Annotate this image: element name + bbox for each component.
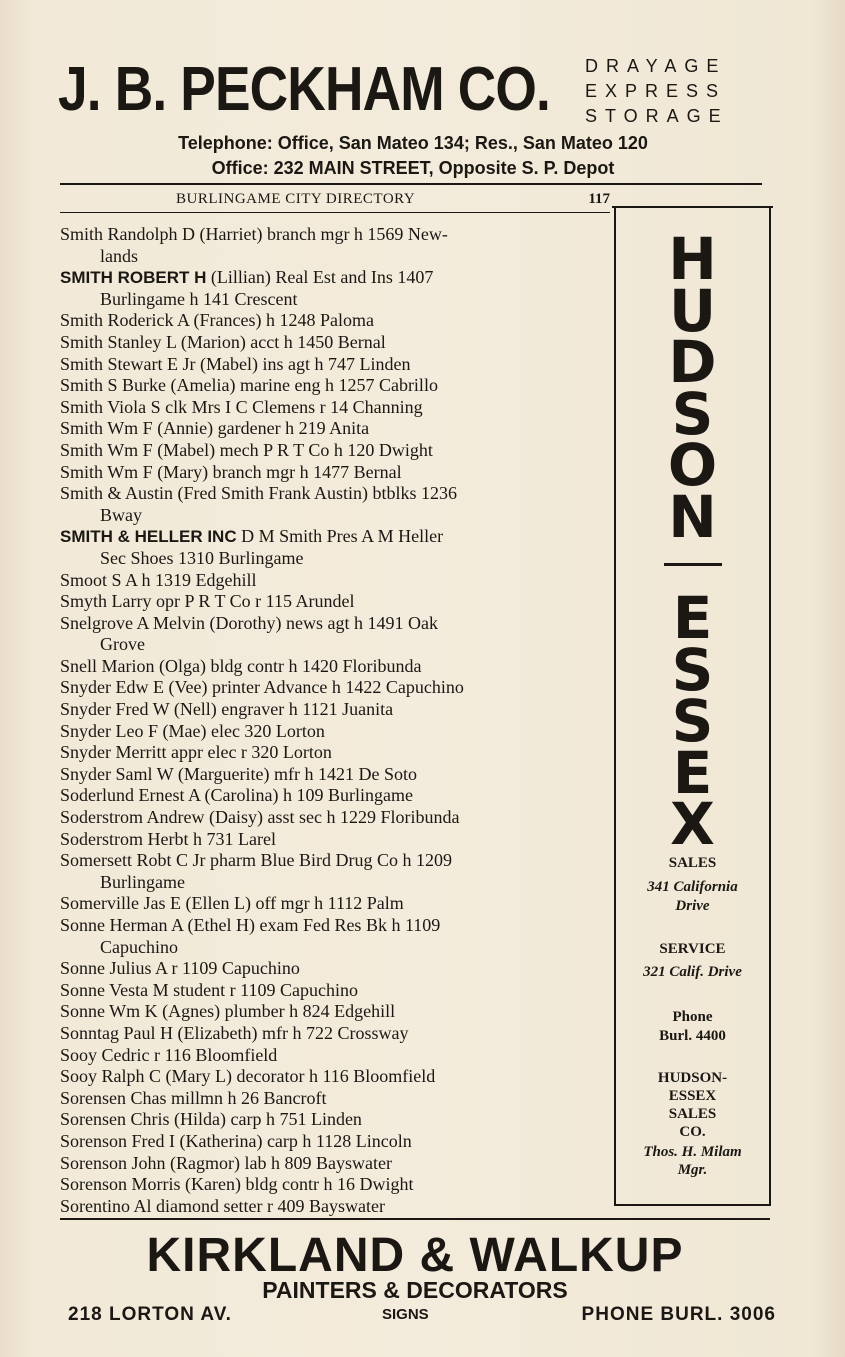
- list-item: [60, 764, 608, 786]
- entry-bold-name: SMITH & HELLER INC: [60, 527, 237, 547]
- list-item: [60, 548, 608, 570]
- entry-text: Sonne Wm K (Agnes) plumber h 824 Edgehill: [60, 1001, 396, 1022]
- entry-text: Soderlund Ernest A (Carolina) h 109 Burlingame: [60, 785, 413, 806]
- list-item: [60, 526, 608, 548]
- entry-text: Sorenson Fred I (Katherina) carp h 1128 Lincoln: [60, 1130, 412, 1151]
- peckham-advertisement: [58, 48, 768, 183]
- kirkland-walkup-advertisement: [60, 1222, 776, 1342]
- entry-text: Smith Stanley L (Marion) acct h 1450 Bernal: [60, 331, 386, 352]
- manager-name: Thos. H. Milam: [643, 1144, 742, 1160]
- list-item: [60, 872, 608, 894]
- kirkland-phone: PHONE BURL. 3006: [581, 1304, 776, 1325]
- list-item: [60, 634, 608, 656]
- list-item: [60, 289, 608, 311]
- peckham-telephone: Telephone: Office, San Mateo 134; Res., San Mateo 120: [178, 133, 648, 153]
- list-item: [60, 656, 608, 678]
- entry-text: Sonne Vesta M student r 1109 Capuchino: [60, 979, 358, 1000]
- entry-text: lands: [100, 245, 138, 266]
- entry-text: Somerville Jas E (Ellen L) off mgr h 1112 Palm: [60, 893, 404, 914]
- list-item: [60, 310, 608, 332]
- entry-text: Smith Viola S clk Mrs I C Clemens r 14 Channing: [60, 396, 423, 417]
- list-item: [60, 1196, 608, 1218]
- brand-essex: E S S E X: [670, 584, 715, 858]
- service-storage: STORAGE: [585, 106, 729, 126]
- entry-text: Sorenson Morris (Karen) bldg contr h 16 Dwight: [60, 1174, 414, 1195]
- peckham-office: Office: 232 MAIN STREET, Opposite S. P. Depot: [211, 158, 615, 178]
- list-item: [60, 1001, 608, 1023]
- list-item: [60, 785, 608, 807]
- phone-block: [616, 1008, 769, 1046]
- list-item: [60, 332, 608, 354]
- entry-text: Soderstrom Herbt h 731 Larel: [60, 828, 276, 849]
- entry-text: Burlingame: [100, 871, 185, 892]
- list-item: [60, 224, 608, 246]
- entry-bold-name: SMITH ROBERT H: [60, 268, 207, 288]
- bottom-ad-divider: [60, 1218, 770, 1220]
- page-number: 117: [588, 191, 610, 207]
- entry-text: Sooy Cedric r 116 Bloomfield: [60, 1044, 278, 1065]
- list-item: [60, 958, 608, 980]
- list-item: [60, 807, 608, 829]
- entry-text: Smith & Austin (Fred Smith Frank Austin) btblks 1236: [60, 483, 458, 504]
- top-ad-divider: [60, 183, 762, 185]
- list-item: [60, 850, 608, 872]
- list-item: [60, 462, 608, 484]
- entry-text: Sorensen Chris (Hilda) carp h 751 Linden: [60, 1109, 362, 1130]
- entry-text: Grove: [100, 634, 145, 655]
- list-item: [60, 1131, 608, 1153]
- list-item: [60, 440, 608, 462]
- service-block: [616, 940, 769, 982]
- service-address: 321 Calif. Drive: [643, 964, 742, 980]
- list-item: [60, 483, 608, 505]
- entry-text: Burlingame h 141 Crescent: [100, 288, 298, 309]
- list-item: [60, 613, 608, 635]
- list-item: [60, 375, 608, 397]
- sales-block: [616, 854, 769, 916]
- list-item: [60, 1045, 608, 1067]
- entry-text: Smith Roderick A (Frances) h 1248 Paloma: [60, 310, 374, 331]
- list-item: [60, 677, 608, 699]
- phone-number: Burl. 4400: [659, 1028, 726, 1044]
- list-item: [60, 591, 608, 613]
- list-item: [60, 1088, 608, 1110]
- entry-text: Snyder Edw E (Vee) printer Advance h 1422 Capuchino: [60, 677, 464, 698]
- kirkland-signs: SIGNS: [382, 1306, 429, 1323]
- kirkland-company-name: KIRKLAND & WALKUP: [146, 1229, 684, 1282]
- entry-text: Sorentino Al diamond setter r 409 Bayswater: [60, 1195, 385, 1216]
- entry-text: Snelgrove A Melvin (Dorothy) news agt h 1491 Oak: [60, 612, 438, 633]
- entry-text: Somersett Robt C Jr pharm Blue Bird Drug Co h 1209: [60, 850, 452, 871]
- list-item: [60, 570, 608, 592]
- entry-text: Bway: [100, 504, 142, 525]
- running-header: [60, 188, 610, 212]
- list-item: [60, 937, 608, 959]
- list-item: [60, 699, 608, 721]
- entry-text: Snyder Merritt appr elec r 320 Lorton: [60, 742, 332, 763]
- entry-text: Snyder Fred W (Nell) engraver h 1121 Juanita: [60, 699, 394, 720]
- hudson-essex-advertisement: [614, 206, 771, 1206]
- entry-text: Soderstrom Andrew (Daisy) asst sec h 1229 Floribunda: [60, 807, 460, 828]
- peckham-services: [585, 54, 729, 129]
- service-drayage: DRAYAGE: [585, 56, 727, 76]
- list-item: [60, 742, 608, 764]
- phone-label: Phone: [672, 1009, 713, 1025]
- list-item: [60, 1153, 608, 1175]
- list-item: [60, 1174, 608, 1196]
- list-item: [60, 829, 608, 851]
- peckham-company-name: J. B. PECKHAM CO.: [58, 55, 550, 124]
- sales-label: SALES: [668, 855, 717, 871]
- header-rule: [60, 212, 610, 213]
- sales-address: 341 California: [647, 879, 738, 895]
- list-item: [60, 505, 608, 527]
- brand-separator: [664, 563, 722, 566]
- kirkland-address: 218 LORTON AV.: [68, 1304, 232, 1325]
- service-express: EXPRESS: [585, 81, 727, 101]
- service-label: SERVICE: [659, 941, 726, 957]
- entry-text: (Lillian) Real Est and Ins 1407: [206, 267, 434, 288]
- entry-text: Smoot S A h 1319 Edgehill: [60, 569, 257, 590]
- kirkland-trade: PAINTERS & DECORATORS: [262, 1277, 568, 1303]
- list-item: [60, 721, 608, 743]
- list-item: [60, 893, 608, 915]
- entry-text: Sorenson John (Ragmor) lab h 809 Bayswater: [60, 1152, 392, 1173]
- directory-listing: [60, 224, 608, 1217]
- list-item: [60, 1023, 608, 1045]
- entry-text: Smith Wm F (Mabel) mech P R T Co h 120 Dwight: [60, 439, 433, 460]
- list-item: [60, 246, 608, 268]
- entry-text: Snyder Saml W (Marguerite) mfr h 1421 De Soto: [60, 763, 417, 784]
- entry-text: Sooy Ralph C (Mary L) decorator h 116 Bloomfield: [60, 1066, 436, 1087]
- entry-text: Smith S Burke (Amelia) marine eng h 1257 Cabrillo: [60, 375, 438, 396]
- entry-text: Snyder Leo F (Mae) elec 320 Lorton: [60, 720, 325, 741]
- side-ad-top-border: [612, 206, 773, 208]
- list-item: [60, 267, 608, 289]
- sales-address-2: Drive: [675, 898, 710, 914]
- list-item: [60, 1066, 608, 1088]
- entry-text: Smith Wm F (Mary) branch mgr h 1477 Bernal: [60, 461, 402, 482]
- entry-text: Smith Stewart E Jr (Mabel) ins agt h 747 Linden: [60, 353, 411, 374]
- manager-title: Mgr.: [677, 1162, 708, 1178]
- entry-text: D M Smith Pres A M Heller: [236, 526, 444, 547]
- brand-hudson: H U D S O N: [667, 225, 718, 551]
- company-block: HUDSON- ESSEX SALES CO. Thos. H. Milam Mgr.: [643, 1070, 742, 1178]
- entry-text: Sonne Julius A r 1109 Capuchino: [60, 958, 300, 979]
- entry-text: Snell Marion (Olga) bldg contr h 1420 Floribunda: [60, 655, 422, 676]
- entry-text: Sonne Herman A (Ethel H) exam Fed Res Bk h 1109: [60, 915, 441, 935]
- list-item: [60, 915, 608, 937]
- entry-text: Sorensen Chas millmn h 26 Bancroft: [60, 1087, 327, 1108]
- list-item: [60, 1109, 608, 1131]
- entry-text: Sec Shoes 1310 Burlingame: [100, 547, 304, 568]
- entry-text: Sonntag Paul H (Elizabeth) mfr h 722 Crossway: [60, 1022, 409, 1043]
- entry-text: Smith Randolph D (Harriet) branch mgr h 1569 New-: [60, 224, 448, 244]
- entry-text: Smyth Larry opr P R T Co r 115 Arundel: [60, 591, 355, 612]
- list-item: [60, 418, 608, 440]
- list-item: [60, 980, 608, 1002]
- list-item: [60, 354, 608, 376]
- list-item: [60, 397, 608, 419]
- entry-text: Capuchino: [100, 936, 178, 957]
- entry-text: Smith Wm F (Annie) gardener h 219 Anita: [60, 418, 370, 439]
- directory-title: BURLINGAME CITY DIRECTORY: [176, 191, 416, 207]
